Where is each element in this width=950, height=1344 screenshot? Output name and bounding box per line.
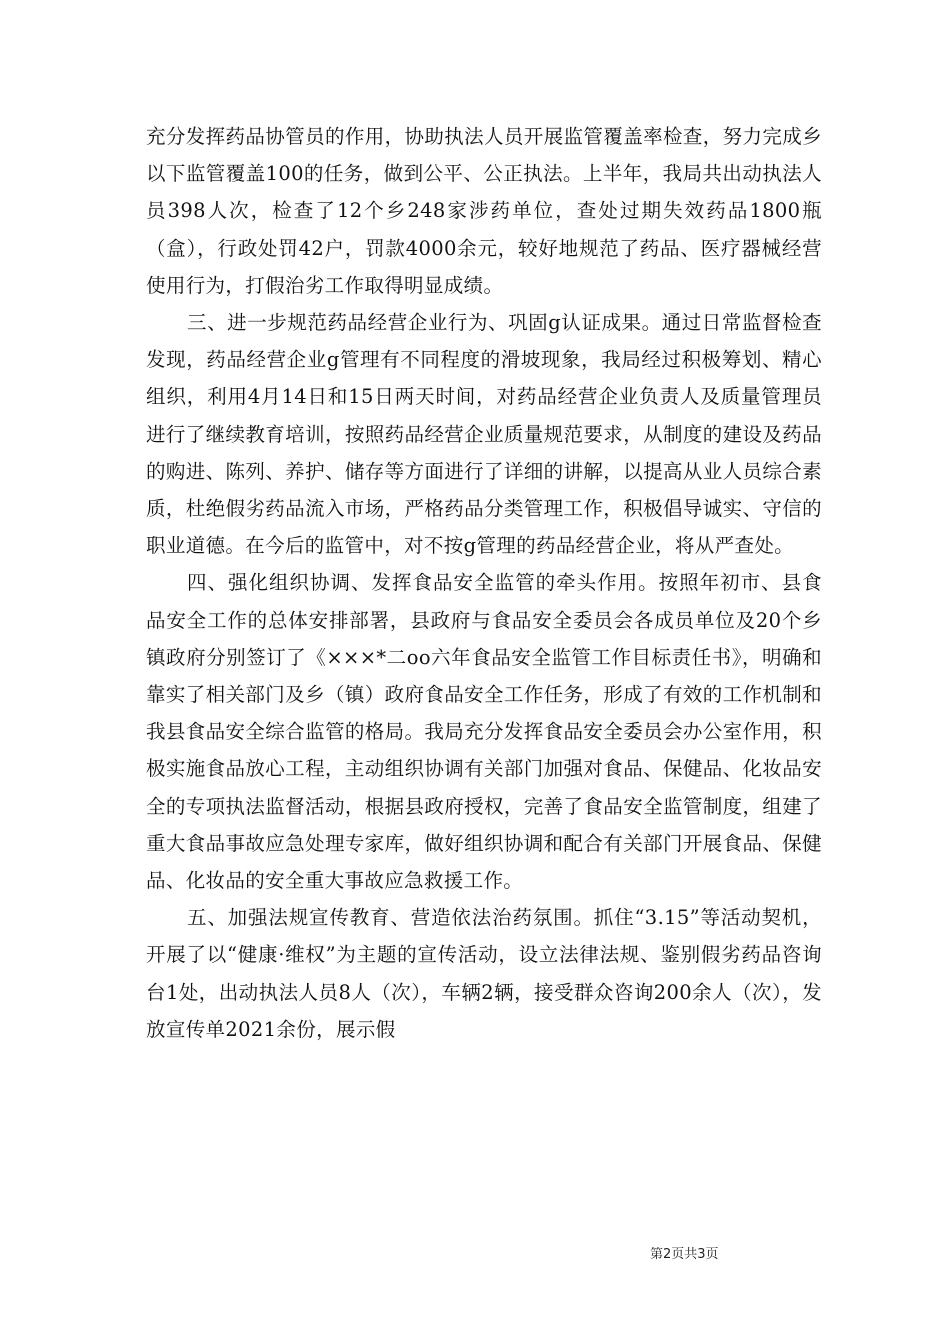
document-body [146, 118, 822, 1048]
paragraph-section-five: 五、加强法规宣传教育、营造依法治药氛围。抓住“3.15”等活动契机，开展了以“健康·维权”为主题的宣传活动，设立法律法规、鉴别假劣药品咨询台1处，出动执法人员8人（次），车辆2辆，接受群众咨询200余人（次），发放宣传单2021余份，展示假 [146, 906, 822, 1041]
paragraph-continuation: 充分发挥药品协管员的作用，协助执法人员开展监管覆盖率检查，努力完成乡以下监管覆盖100的任务，做到公平、公正执法。上半年，我局共出动执法人员398人次，检查了12个乡248家涉药单位，查处过期失效药品1800瓶（盒），行政处罚42户，罚款4000余元，较好地规范了药品、医疗器械经营使用行为，打假治劣工作取得明显成绩。 [146, 125, 822, 297]
paragraph-section-four: 四、强化组织协调、发挥食品安全监管的牵头作用。按照年初市、县食品安全工作的总体安排部署，县政府与食品安全委员会各成员单位及20个乡镇政府分别签订了《×××*二oo六年食品安全监管工作目标责任书》，明确和靠实了相关部门及乡（镇）政府食品安全工作任务，形成了有效的工作机制和我县食品安全综合监管的格局。我局充分发挥食品安全委员会办公室作用，积极实施食品放心工程，主动组织协调有关部门加强对食品、保健品、化妆品安全的专项执法监督活动，根据县政府授权，完善了食品安全监管制度，组建了重大食品事故应急处理专家库，做好组织协调和配合有关部门开展食品、保健品、化妆品的安全重大事故应急救援工作。 [146, 571, 822, 893]
paragraph-section-three: 三、进一步规范药品经营企业行为、巩固g认证成果。通过日常监督检查发现，药品经营企业g管理有不同程度的滑坡现象，我局经过积极筹划、精心组织，利用4月14日和15日两天时间，对药品经营企业负责人及质量管理员进行了继续教育培训，按照药品经营企业质量规范要求，从制度的建设及药品的购进、陈列、养护、储存等方面进行了详细的讲解，以提高从业人员综合素质，杜绝假劣药品流入市场，严格药品分类管理工作，积极倡导诚实、守信的职业道德。在今后的监管中，对不按g管理的药品经营企业，将从严查处。 [146, 311, 822, 558]
page-number-footer: 第2页共3页 [650, 1247, 719, 1262]
